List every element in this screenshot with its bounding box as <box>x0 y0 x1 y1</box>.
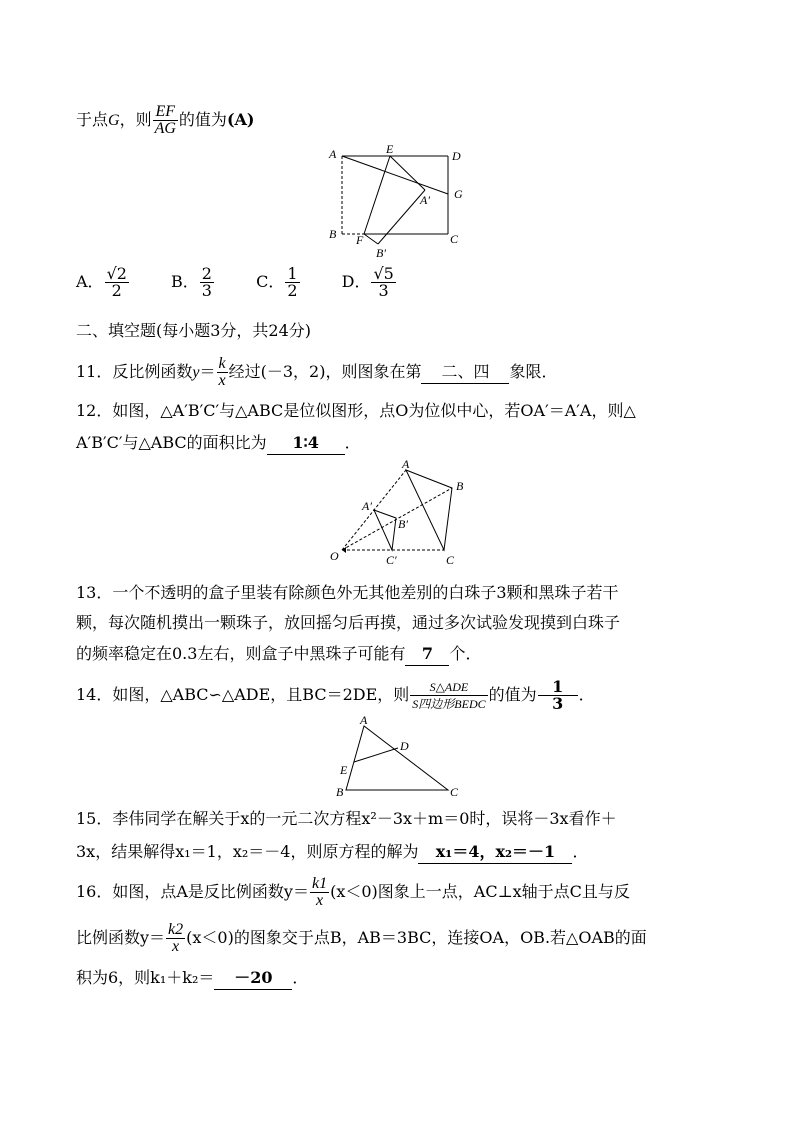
q16-line2 <box>76 922 647 955</box>
q10-fraction <box>153 104 178 137</box>
option-num: √2 <box>106 264 127 283</box>
q12-line1: 12．如图，△A′B′C′与△ABC是位似图形，点O为位似中心，若OA′＝A′A，则△ <box>76 401 636 420</box>
section-title: 二、填空题(每小题3分，共24分) <box>76 321 312 340</box>
q12-label-C: C <box>446 553 455 567</box>
q13-line1: 13．一个不透明的盒子里装有除颜色外无其他差别的白珠子3颗和黑珠子若干 <box>76 583 619 602</box>
q10-frac-den: AG <box>154 120 176 137</box>
q16-f1-num: k1 <box>311 875 328 892</box>
q10-label-F: F <box>356 233 364 247</box>
q10-option-c <box>256 266 300 299</box>
q16-prefix2: 比例函数y＝ <box>76 928 166 947</box>
q10-stem-mid: ，则 <box>119 110 152 129</box>
option-num: 1 <box>287 264 298 283</box>
q10-stem-suffix: 的值为 <box>178 110 227 129</box>
q16-fraction2 <box>166 922 185 955</box>
q10-answer: (A) <box>226 110 255 129</box>
q16-f1-den: x <box>315 892 324 909</box>
q10-option-b <box>171 266 215 299</box>
q12-line2 <box>76 432 361 455</box>
q10-label-D: D <box>452 149 461 163</box>
q10-frac-num: EF <box>153 104 178 121</box>
q12-suffix: ． <box>344 433 361 452</box>
q14-answer <box>538 679 578 712</box>
q15-line1: 15．李伟同学在解关于x的一元二次方程x²－3x＋m＝0时，误将－3x看作＋ <box>76 809 617 828</box>
option-fraction <box>105 266 129 299</box>
q14-label-D: D <box>400 739 409 753</box>
q13-suffix: 个． <box>449 644 482 663</box>
q10-label-Ap: A′ <box>420 193 430 207</box>
q14-text <box>76 679 595 712</box>
option-letter: C． <box>256 272 285 291</box>
q12-label-O: O <box>330 549 339 563</box>
q16-suffix2: (x＜0)的图象交于点B，AB＝3BC，连接OA，OB.若△OAB的面 <box>186 928 647 947</box>
q10-option-d <box>342 266 397 299</box>
q12-figure <box>326 456 476 572</box>
q16-prefix1: 16．如图，点A是反比例函数y＝ <box>76 882 309 901</box>
option-num: 2 <box>201 264 212 283</box>
q14-mid: 的值为 <box>488 685 537 704</box>
q16-suffix1: (x＜0)图象上一点，AC⊥x轴于点C且与反 <box>330 882 630 901</box>
q16-f2-den: x <box>172 938 180 955</box>
q12-label-Ap: A′ <box>362 499 372 513</box>
q11-text <box>76 356 558 389</box>
q14-figure <box>334 714 464 798</box>
q14-label-C: C <box>450 785 459 798</box>
q16-answer: －20 <box>214 967 292 990</box>
q11-answer: 二、四 <box>421 361 509 384</box>
q15-prefix: 3x，结果解得x₁＝1，x₂＝－4，则原方程的解为 <box>76 842 419 861</box>
q13-answer: 7 <box>405 643 449 666</box>
q13-line3 <box>76 643 481 666</box>
q14-label-B: B <box>336 785 344 798</box>
q16-fraction1 <box>310 876 329 909</box>
q15-line2 <box>76 841 588 864</box>
q14-label-E: E <box>340 763 348 777</box>
q15-answer: x₁＝4，x₂＝－1 <box>418 841 572 864</box>
q13-line2: 颗，每次随机摸出一颗珠子，放回摇匀后再摸，通过多次试验发现摸到白珠子 <box>76 613 621 632</box>
q12-label-Bp: B′ <box>398 517 408 531</box>
q10-label-G: G <box>454 187 463 201</box>
option-fraction <box>371 266 395 299</box>
q12-label-B: B <box>456 479 464 493</box>
q15-suffix: ． <box>572 842 589 861</box>
q14-suffix: ． <box>578 685 595 704</box>
q11-fraction <box>217 356 228 389</box>
q11-part2: 经过(－3，2)，则图象在第 <box>228 362 422 381</box>
q11-part1: 反比例函数 <box>112 362 193 381</box>
q11-num: 11． <box>76 362 113 381</box>
option-den: 2 <box>287 281 298 300</box>
q10-label-C: C <box>450 232 459 246</box>
q16-prefix3: 积为6，则k₁＋k₂＝ <box>76 968 215 987</box>
q10-label-Bp: B′ <box>376 246 386 260</box>
q10-label-E: E <box>386 144 394 156</box>
option-den: 3 <box>201 281 212 300</box>
q10-stem-prefix: 于点 <box>76 110 109 129</box>
q10-options <box>76 266 433 299</box>
option-fraction <box>200 266 214 299</box>
q10-option-a <box>76 266 130 299</box>
option-fraction <box>285 266 299 299</box>
q14-fraction <box>410 679 487 712</box>
q10-label-B: B <box>329 227 337 241</box>
q16-suffix3: ． <box>292 968 309 987</box>
q16-f2-num: k2 <box>168 921 184 938</box>
q13-prefix: 的频率稳定在0.3左右，则盒子中黑珠子可能有 <box>76 644 406 663</box>
q16-line1 <box>76 876 630 909</box>
q10-figure <box>320 144 480 264</box>
option-den: 2 <box>111 281 122 300</box>
option-letter: B． <box>171 272 199 291</box>
q11-frac-num: k <box>218 355 226 372</box>
q10-label-A: A <box>329 147 337 161</box>
option-letter: D． <box>341 272 371 291</box>
q10-stem <box>76 104 255 137</box>
q14-ans-den: 3 <box>552 694 564 713</box>
q14-ans-num: 1 <box>538 679 578 696</box>
q14-frac-den: S四边形BEDC <box>412 697 486 711</box>
q16-line3 <box>76 967 308 990</box>
q12-label-A: A <box>402 457 410 471</box>
q11-frac-den: x <box>218 372 226 389</box>
q12-answer: 1∶4 <box>267 432 345 455</box>
q14-label-A: A <box>360 714 368 727</box>
q11-part3: 象限． <box>509 362 558 381</box>
option-den: 3 <box>378 281 389 300</box>
q14-prefix: 14．如图，△ABC∽△ADE，且BC＝2DE，则 <box>76 685 410 704</box>
q11-y: y <box>192 364 200 381</box>
q14-frac-num: S△ADE <box>410 679 487 696</box>
q12-prefix: A′B′C′与△ABC的面积比为 <box>76 433 267 452</box>
q10-point: G <box>108 112 120 129</box>
q12-label-Cp: C′ <box>386 553 397 567</box>
option-letter: A． <box>76 272 104 291</box>
option-num: √5 <box>373 264 394 283</box>
q11-eq: ＝ <box>199 362 216 381</box>
